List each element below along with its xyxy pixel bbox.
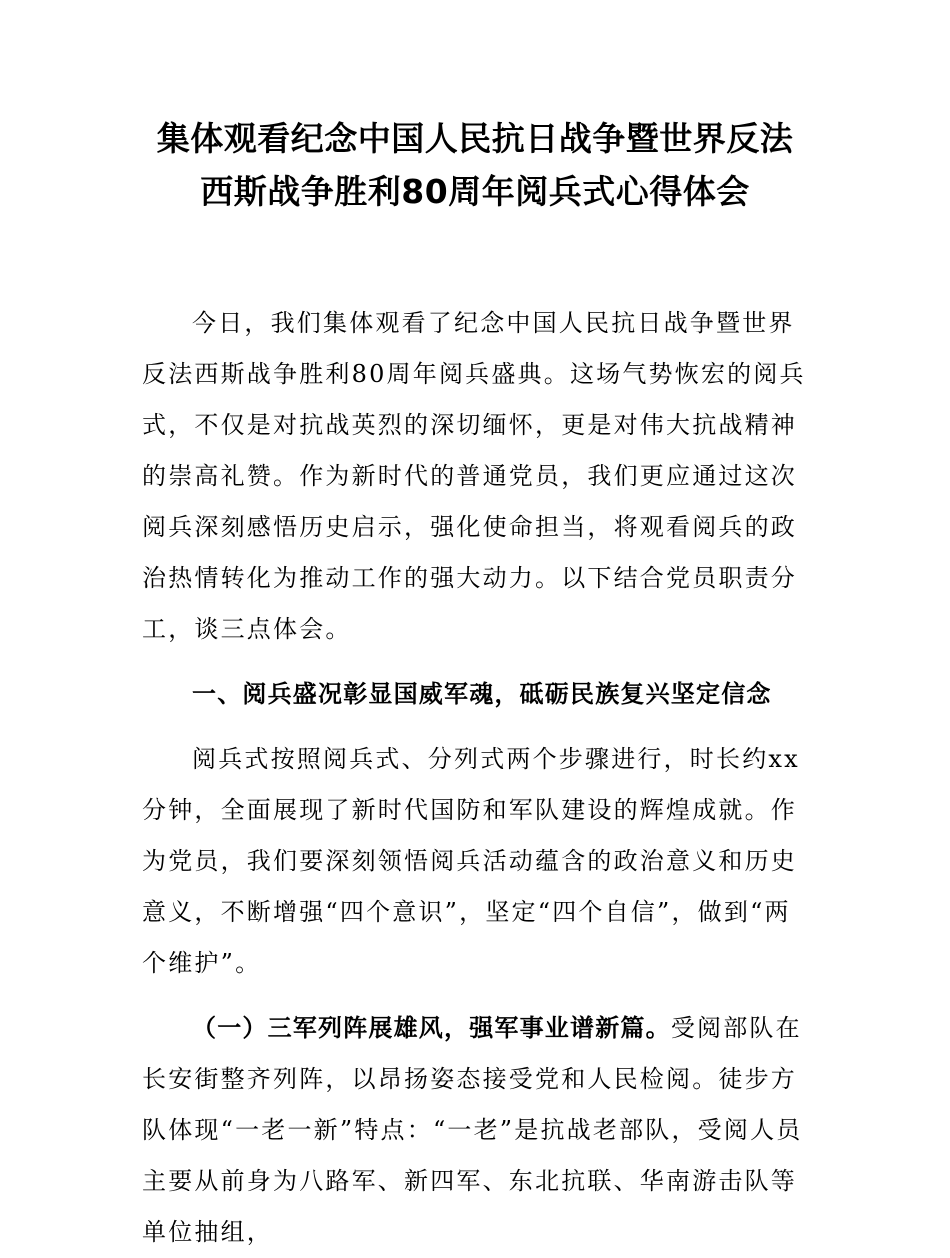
- title-line-1: 集体观看纪念中国人民抗日战争暨世界反法: [156, 119, 794, 158]
- title-line-2: 西斯战争胜利80周年阅兵式心得体会: [200, 172, 750, 211]
- paragraph-subsection-1: [142, 1003, 814, 1258]
- subsection-text-1: 受阅部队在长安街整齐列阵，以昂扬姿态接受党和人民检阅。徒步方队体现“一老一新”特点：“一老”是抗战老部队，受阅人员主要从前身为八路军、新四军、东北抗联、华南游击队等单位抽组，: [142, 1014, 803, 1246]
- paragraph-intro: 今日，我们集体观看了纪念中国人民抗日战争暨世界反法西斯战争胜利80周年阅兵盛典。这场气势恢宏的阅兵式，不仅是对抗战英烈的深切缅怀，更是对伟大抗战精神的崇高礼赞。作为新时代的普通党员，我们更应通过这次阅兵深刻感悟历史启示，强化使命担当，将观看阅兵的政治热情转化为推动工作的强大动力。以下结合党员职责分工，谈三点体会。: [142, 309, 806, 643]
- document-body: [142, 298, 814, 1258]
- document-title: [100, 112, 850, 218]
- paragraph-section-1: 阅兵式按照阅兵式、分列式两个步骤进行，时长约xx分钟，全面展现了新时代国防和军队建设的辉煌成就。作为党员，我们要深刻领悟阅兵活动蕴含的政治意义和历史意义，不断增强“四个意识”，坚定“四个自信”，做到“两个维护”。: [142, 745, 800, 977]
- subsection-heading-1: （一）三军列阵展雄风，强军事业谱新篇。: [192, 1014, 671, 1042]
- section-heading-1: 一、阅兵盛况彰显国威军魂，砥砺民族复兴坚定信念: [192, 680, 772, 708]
